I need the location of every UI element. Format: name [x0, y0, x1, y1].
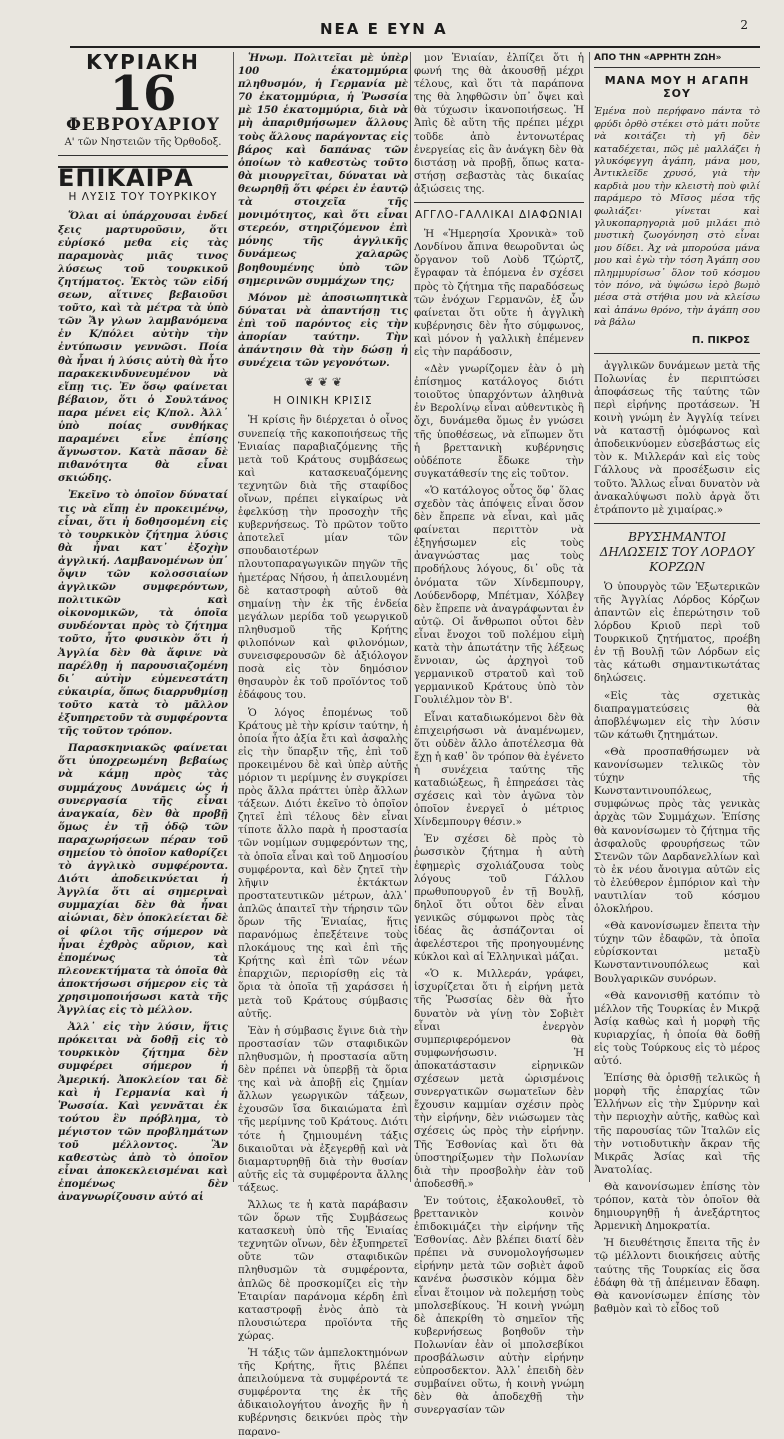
paragraph: «Θὰ προσπαθήσωμεν νὰ κανονίσωμεν τελικῶς τὸν τύχην τῆς Κωνσταντινουπόλεως, συμφώνως πρὸς τὰς γενικὰς ἀρχὰς τῶν Συμμάχων. Ἐπίσης θὰ κανονίσωμεν τὸ ζήτημα τῆς ἀσφαλοῦς φρουρήσεως τῶν Στενῶν τῶν Δαρδανελλίων καὶ τὸ ἐκ νέου ἄνοιγμα αὐτῶν εἰς τὸ ἐλεύθερον ἐμπόριον καὶ τὴν ναυτιλίαν τοῦ κόσμου ὁλοκλήρου. — [594, 746, 760, 916]
paragraph: Ἡ κρίσις ἣν διέρχεται ὁ οἶνος συνεπείᾳ τῆς κακοποιήσεως τῆς Ἑνιαίας παραβιαζόμενης τῆς μετὰ τοῦ Κράτους συμβάσεως καὶ κατασκευαζόμενης τεχνητῶν διὰ τῆς σταφίδος οἴνων, πρέπει εἰγκαίρως νὰ ἐφελκύσῃ τὴν προσοχὴν τῆς κυβερνήσεως. Τὸ πρῶτον τοῦτο ἀποτελεῖ μίαν τῶν σπουδαιοτέρων πλουτοπαραγωγικῶν πηγῶν τῆς ἡμετέρας Νήσου, ἡ ἀπειλουμένη δὲ καταστροφὴ αὐτοῦ θὰ σημαίνῃ τὴν ἐκ τῆς ἐνδεία μεγάλων μερίδα τοῦ γεωργικοῦ πληθυσμοῦ τῆς Κρήτης φιλοπόνων καὶ φιλονόμων, συνεισφερουσῶν δὲ ἀξιόλογον ποσὰ εἰς τὸν δημόσιον θησαυρὸν ἐκ τοῦ προϊόντος τοῦ ἐδάφους του. — [238, 415, 408, 702]
paragraph: «Δὲν γνωρίζομεν ἐὰν ὁ μὴ ἐπίσημος κατάλογος διότι τοιοῦτος ὑπαρχόντων ἀληθινὰ ἐν Βερολίνῳ εἶναι αὐθεντικὸς ἢ ὄχι, δυνάμεθα ὅμως ἐν γνώσει τῆς ὑποθέσεως, νὰ εἴπωμεν ὅτι ἡ βρεττανικὴ κυβέρνησις οὐδέποτε ἔδωκε τὴν συγκατάθεσίν της εἰς τοῦτον. — [414, 364, 584, 480]
paragraph: Ἐμένα ποὺ περήφανο πάντα τὸ φρύδι ὀρθὸ στέκει στὸ μάτι ποὔτε νὰ κοιτάζει τὴ γῆ δὲν καταδέχεται, πῶς μὲ μαλλάζει ἡ γλυκόφεγγη ἀγάπη, μάνα μου, Ἀντικλεῖδε χρυσό, γιὰ τὴν καρδιὰ μου τὴν κλειστὴ ποὺ φιλί παράμερο τὸ Μῖσος μέσα τῆς φωλιάζει· γίνεται καὶ γλυκοπαρηγοριὰ μοῦ μιλάει πιὸ μυστικὴ ζωογόνηση στὸ εἶναι μου δίδει. Ἀχ νὰ μπορούσα μάνα μου καὶ ἐγὼ τὴν τόση Ἀγάπη σου πλημμυρίσωσ᾽ ὅλον τοῦ κόσμου τὸν πόνο, νὰ ὑψώσω ἱερὸ βωμὸ μέσα στὰ στήθια μου νὰ κλείσω καὶ ἀπάνω θρόνο, τὴν ἀγάπη σου νὰ βάλω — [594, 106, 760, 329]
paragraph: Εἶναι καταδιωκόμενοι δὲν θὰ ἐπιχειρήσωσι νὰ ἀναμένωμεν, ὅτι οὐδὲν ἄλλο ἀποτέλεσμα θὰ ἔχῃ ἡ καθ᾽ ὃν τρόπον θὰ ἐγένετο ἡ συνέχεια ταύτης τῆς καταδιώξεως, ἢ ἐπηρεάσει τὰς σχέσεις καὶ τὸν ἀγῶνα τὸν ὁποῖον ἐνεργεῖ ὁ μέτριος Χίνδεμπουργ θέσιν.» — [414, 712, 584, 829]
column-1 — [58, 50, 228, 1204]
paragraph: Ἡνωμ. Πολιτεῖαι μὲ ὑπὲρ 100 ἑκατομμύρια πληθυσμόν, ἡ Γερμανία μὲ 70 ἑκατομμύρια, ἡ Ῥωσσία μὲ 150 ἑκατομμύρια, διὰ νὰ μὴ ἀπαριθμήσωμεν ἄλλους τοὺς ἄλλους παράγοντας εἰς βάρος καὶ δαπάνας τῶν ὁποίων τὸ καθεστὼς τοῦτο θὰ μιουργεῖται, δύναται νὰ θεωρηθῇ ὅτι φέρει ἐν ἑαυτῷ τὰ στοιχεῖα τῆς μονιμότητος, καὶ ὅτι εἶναι στερεόν, στηριζόμενον ἐπὶ μόνης τῆς ἀγγλικῆς δυνάμεως χαλαρῶς βοηθουμένης ὑπὸ τῶν σημερινῶν συμμάχων της; — [238, 52, 408, 287]
column-rule — [233, 52, 234, 1182]
poem-signature: Π. ΠΙΚΡΟΣ — [691, 334, 750, 346]
article-headline: ΑΓΓΛΟ-ΓΑΛΛΙΚΑΙ ΔΙΑΦΩΝΙΑΙ — [414, 209, 584, 222]
paragraph: «Ὁ κ. Μιλλεράν, γράφει, ἰσχυρίζεται ὅτι ἡ εἰρήνη μετὰ τῆς Ῥωσσίας δὲν θὰ ἦτο δυνατὸν νὰ γίνῃ τὸν Σοβιὲτ εἶναι ἐνεργὸν συμπεριφερόμενον θὰ συμφωνήσωσιν. Ἡ ἀποκατάστασιν εἰρηνικῶν σχέσεων μετὰ ὡρισμένοις συνεργατικῶν σωματεῖων δὲν ἔχουσιν καμμίαν σχέσιν πρὸς τὴν εἰρήνην, δὲν νιώσωμεν τὰς σχέσεις ὡς πρὸς τὴν εἰρήνην. Τῆς Ἑσθονίας καὶ ὅτι θὰ ὑποστηρίξωμεν τὴν Πολωνίαν διὰ τὴν προσβολὴν ἐὰν τοῦ ἀποδεσθῆ.» — [414, 969, 584, 1190]
article-headline: Η ΟΙΝΙΚΗ ΚΡΙΣΙΣ — [273, 395, 373, 408]
paragraph: μον Ἑνιαίαν, ἐλπίζει ὅτι ἡ φωνή της θὰ ἀκουσθῇ μέχρι τέλους, καὶ ὅτι τὰ παράπονα της θὰ ληφθῶσιν ὑπ᾽ ὄψει καὶ θὰ τύχωσιν ἱκανοποιήσεως. Ἡ Ἀπὶς δὲ αὕτη τῆς πρέπει μέχρι τοῦδε ἀπὸ ἐντονωτέρας ἐνεργείας εἰς ἂν ἀνάγκη δὲν θὰ διστάσῃ νὰ προβῇ, ὅπως κατα- στήσῃ σεβαστὰς τὰς δικαίας ἀξιώσεις της. — [414, 53, 584, 195]
ornament-divider: ❦ ❦ ❦ — [304, 375, 342, 390]
column-2 — [238, 52, 408, 1438]
article-body — [594, 581, 760, 1316]
article-body — [414, 228, 584, 1417]
date-day: ΚΥΡΙΑΚΗ — [86, 50, 200, 74]
column-4 — [594, 52, 760, 1315]
column-rule — [589, 52, 590, 1182]
paragraph: Ἐν σχέσει δὲ πρὸς τὸ ῥωσσικὸν ζήτημα ἡ αὐτὴ ἐφημερὶς σχολιάζουσα τοὺς λόγους τοῦ Γάλλου πρωθυπουργοῦ ἐν τῇ Βουλῇ, δηλοῖ ὅτι οὗτοι δὲν εἶναι γενικῶς σύμφωνοι πρὸς τὰς ἰδέας ἃς ἀσπάζονται οἱ ἀφελέστεροι τῆς προηγουμένης κύκλοι καὶ αἱ Ἑλληνικαὶ μάζαι. — [414, 834, 584, 964]
poem-title: ΜΑΝΑ ΜΟΥ Η ΑΓΑΠΗ ΣΟΥ — [604, 74, 750, 101]
poem-source-label: ΑΠΟ ΤΗΝ «ΑΡΡΗΤΗ ΖΩΗ» — [594, 52, 760, 68]
article-continuation — [594, 360, 760, 517]
paragraph: Ὅλαι αἱ ὑπάρχουσαι ἐνδεί ξεις μαρτυροῦσιν, ὅτι εὐρίσκό μεθα εἰς τὰς παραμονὰς μιᾶς τινος λύσεως τοῦ τουρκικοῦ ζητήματος. Ἐκτὸς τῶν εἰδή σεων, αἵτινες βεβαιοῦσι τοῦτο, καὶ τὰ μέτρα τὰ ὑπὸ τῶν Ἄγ γλων λαμβανόμενα ἐν Κ/πόλει αὐτὴν τὴν ἐντύπωσιν γεννῶσι. Ποία θὰ ἦναι ἡ λύσις αὐτὴ θὰ ἦτο παρακεκινδυνευμένον νὰ εἴπῃ τις. Ἐν ὅσῳ φαίνεται βέβαιον, ὅτι ὁ Σουλτάνος παρα μένει εἰς Κ/πολ. Ἀλλ᾽ ὑπὸ ποίας συνθήκας παραμένει εἶνε ἐπίσης ἄγνωστον. Κατὰ πᾶσαν δὲ πιθανότητα θὰ εἶναι σκιώδης. — [58, 210, 228, 485]
divider — [594, 353, 760, 354]
paragraph: Ἐπίσης θὰ ὁρισθῇ τελικῶς ἡ μορφὴ τῆς ἐπαρχίας τῶν Ἑλλήνων εἰς τὴν Σμύρνην καὶ τὴν περιοχὴν αὐτῆς, καθὼς καὶ τῆς παρουσίας τῶν Ἰταλῶν εἰς τὴν νοτιοδυτικὴν ἄκραν τῆς Μικρᾶς Ἀσίας καὶ τῆς Ἀνατολίας. — [594, 1073, 760, 1176]
paragraph: ἀγγλικῶν δυνάμεων μετὰ τῆς Πολωνίας ἐν περιπτώσει ἀποφάσεως τῆς ταύτης τῶν περὶ εἰρήνης προτάσεων. Ἡ κοινὴ γνώμη ἐν Ἀγγλίᾳ τείνει νὰ καταστῇ ὁμόφωνος καὶ ἀποδεικνύομεν εὐσεβάστως εἰς τὸν κ. Μιλλεράν καὶ εἰς τοὺς Γάλλους νὰ προσέξωσιν εἰς τοῦτο. Ἄλλως εἶναι δυνατὸν νὰ ἀνακαλύψωσι πολὺ ἀργὰ ὅτι ἐτράποντο μὲ χιμαίρας.» — [594, 360, 760, 516]
paragraph: Ἡ τάξις τῶν ἀμπελοκτημόνων τῆς Κρήτης, ἥτις βλέπει ἀπειλούμενα τὰ συμφέροντά τε συμφέροντα της ἐκ τῆς ἀδικαιολογήτου ἀνοχῆς ἣν ἡ κυβέρνησις δεικνύει πρὸς τὴν παρανο- — [238, 1348, 408, 1438]
paragraph: Ἐν τούτοις, ἐξακολουθεῖ, τὸ βρεττανικὸν κοινὸν ἐπιδοκιμάζει τὴν εἰρήνην τῆς Ἑσθονίας. Δὲν βλέπει διατί δὲν πρέπει νὰ συνομολογήσωμεν εἰρήνην μετὰ τῶν σοβιὲτ ἀφοῦ κανένα ῥωσσικὸν κόμμα δὲν εἶναι ἕτοιμον νὰ πολεμήσῃ τοὺς μπολσεβίκους. Ἡ κοινὴ γνώμη δὲ ἀπεκρίθη τὸ σημεῖον τῆς κυβερνήσεως βοηθοῦν τὴν Πολωνίαν ἐὰν οἱ μπολσεβίκοι προσβάλωσιν αὐτὴν εἰρήνην εὐπροσδεκτον. Ἀλλ᾽ ἐπειδὴ δὲν συμβαίνει οὕτω, ἡ κοινὴ γνώμη δὲν θὰ ἀποδεχθῇ τὴν συνεργασίαν τῶν — [414, 1195, 584, 1417]
column-rule — [410, 52, 411, 1182]
divider — [414, 202, 584, 203]
paragraph: «Θὰ κανονισθῇ κατόπιν τὸ μέλλον τῆς Τουρκίας ἐν Μικρᾷ Ἀσίᾳ καθὼς καὶ ἡ μορφὴ τῆς κυριαρχίας, ἡ ὁποία θὰ δοθῇ εἰς τοὺς Τούρκους εἰς τὸ μέρος αὐτό. — [594, 990, 760, 1068]
article-body — [58, 210, 228, 1204]
date-month: ΦΕΒΡΟΥΑΡΙΟΥ — [66, 115, 220, 136]
paragraph: «Ὁ κατάλογος οὗτος ὅφ᾽ ὅλας σχεδὸν τὰς ἀπόψεις εἶναι ὅσον δὲν ἔπρεπε νὰ εἶναι, καὶ μᾶς φαίνεται περιττὸν νὰ ἐξηγήσωμεν εἰς τοὺς ἀναγνώστας μας τοὺς προδήλους λόγους, δι᾽ οὓς τὰ ὀνόματα τῶν Χίνδεμπουργ, Λούδενδορφ, Μπέτμαν, Χόλβεγ δὲν ἔπρεπε νὰ ἀναγράφωνται ἐν αὐτῷ. Οἱ ἄνθρωποι οὗτοι δὲν εἶναι ἔνοχοι τοῦ πολέμου εἰμὴ κατὰ τὴν ἀπωτάτην τῆς λέξεως ἔννοιαν, ὡς ἀρχηγοὶ τοῦ γερμανικοῦ στρατοῦ καὶ τοῦ γερμανικοῦ Κράτους ὑπὸ τὸν Γουλιέλμον τὸν Β'. — [414, 485, 584, 707]
article-continuation — [238, 52, 408, 370]
column-3 — [414, 52, 584, 1417]
date-subtitle: Α' τῶν Νηστειῶν τῆς Ὀρθοδοξ. — [64, 137, 222, 149]
paragraph: Θὰ κανονίσωμεν ἐπίσης τὸν τρόπον, κατὰ τὸν ὁποῖον θὰ δημιουργηθῇ ἡ ἀνεξάρτητος Ἀρμενικὴ Δημοκρατία. — [594, 1181, 760, 1233]
divider — [594, 523, 760, 524]
paragraph: Παρασκηνιακῶς φαίνεται ὅτι ὑποχρεωμένη βεβαίως νὰ κάμῃ πρὸς τὰς συμμάχους Δυνάμεις ὡς ἡ συνεργασία τῆς εἶναι ἀναγκαία, δὲν θὰ προβῇ ὅμως ἐν τῇ ὁδῷ τῶν παραχωρήσεων πέραν τοῦ σημείου τὸ ὁποῖον καθορίζει τὸ ἀγγλικὸ συμφέροντα. Διότι ἀποδεικνύεται ἡ Ἀγγλία ὅτι αἱ σημεριναὶ συμμαχίαι δὲν θὰ ἦναι αἰώνιαι, δὲν ὁποκλείεται δὲ οἱ φίλοι τῆς σήμερον νὰ ἦναι ἐχθρὸς αὔριον, καὶ ἐπομένως τὰ πλεονεκτήματα τὰ ὁποῖα θὰ ἀποκτήσωσι σήμερον εἰς τὰ χρησιμοποιήσωσι κατὰ τῆς Ἀγγλίας εἰς τὸ μέλλον. — [58, 742, 228, 1017]
article-headline: Η ΛΥΣΙΣ ΤΟΥ ΤΟΥΡΚΙΚΟΥ — [68, 191, 218, 204]
paragraph: Ἡ «Ἡμερησία Χρονικὰ» τοῦ Λονδίνου ἄπινα θεωροῦνται ὡς ὄργανον τοῦ Λοὺδ Τζώρτζ, ἔγραφαν τὰ ἑπόμενα ἐν σχέσει πρὸς τὸ ζήτημα τῆς παραδόσεως τῶν ἐνόχων Γερμανῶν, ἐξ ὧν φαίνεται ὅτι οὔτε ἡ ἀγγλικὴ κυβέρνησις δὲν ἦτο σύμφωνος, καὶ μόνον ἡ γαλλικὴ ἐπέμενεν εἰς τὴν παράδοσιν, — [414, 229, 584, 358]
paragraph: Ἐὰν ἡ σύμβασις ἔγινε διὰ τὴν προστασίαν τῶν σταφιδικῶν πληθυσμῶν, ἡ προστασία αὕτη δὲν πρέπει νὰ ὑπερβῇ τὰ ὅρια της καὶ νὰ ἀποβῇ εἰς ζημίαν ἄλλων γεωργικῶν τάξεων, ἐχουσῶν ἴσα δικαιώματα ἐπὶ τῆς μερίμνης τοῦ Κράτους. Διότι τότε ἡ ζημιουμένη τάξις δικαιοῦται νὰ ἐξεγερθῇ καὶ νὰ διαμαρτυρηθῇ διὰ τὴν θυσίαν αὐτῆς εἰς τὰ συμφέροντα ἄλλης τάξεως. — [238, 1025, 408, 1194]
section-title: ΕΠΙΚΑΙΡΑ — [58, 166, 228, 185]
article-headline: ΒΡΥΣΗΜΑΝΤΟΙ ΔΗΛΩΣΕΙΣ ΤΟΥ ΛΟΡΔΟΥ ΚΟΡΖΩΝ — [599, 529, 755, 574]
paragraph: Ὁ ὑπουργὸς τῶν Ἐξωτερικῶν τῆς Ἀγγλίας Λόρδος Κόρζων ἀπαντῶν εἰς ἐπερώτησιν τοῦ λόρδου Κριοῦ περὶ τοῦ Τουρκικοῦ ζητήματος, προέβη ἐν τῇ Βουλῇ τῶν Λόρδων εἰς τὰς κάτωθι σημαντικωτάτας δηλώσεις. — [594, 581, 760, 685]
poem-body — [594, 106, 760, 329]
paragraph: Ἄλλως τε ἡ κατὰ παράβασιν τῶν ὅρων τῆς Συμβάσεως κατασκευὴ ὑπὸ τῆς Ἑνιαίας τεχνητῶν οἴνων, δὲν ἐξυπηρετεῖ οὔτε τῶν σταφιδικῶν πληθυσμῶν τὰ συμφέροντα, ἀπλῶς δὲ προσκομίζει εἰς τὴν Ἑταιρίαν παράνομα κέρδη ἐπὶ καταστροφῇ ἑνὸς ἀπὸ τὰ πλουσιώτερα προϊόντα τῆς χώρας. — [238, 1199, 408, 1342]
date-number: 16 — [109, 66, 177, 123]
masthead-title: ΝΕΑ Ε ΕΥΝ Α — [320, 20, 448, 38]
paragraph: «Εἰς τὰς σχετικὰς διαπραγματεύσεις θὰ ἀποβλέψωμεν εἰς τὴν λύσιν τῶν κάτωθι ζητημάτων. — [594, 690, 760, 741]
paragraph: Μόνον μὲ ἀποσιωπητικὰ δύναται νὰ ἀπαντήσῃ τις ἐπὶ τοῦ παρόντος εἰς τὴν ἀπορίαν ταύτην. Τὴν ἀπάντησιν θὰ τὴν δώσῃ ἡ συνέχεια τῶν γεγονότων. — [238, 291, 408, 370]
date-block — [58, 50, 228, 156]
page-number: 2 — [740, 18, 748, 32]
article-continuation — [414, 52, 584, 196]
paragraph: Ἀλλ᾽ εἰς τὴν λύσιν, ἥτις πρόκειται νὰ δοθῇ εἰς τὸ τουρκικὸν ζήτημα δὲν συμφέρει σήμερον ἡ Ἀμερική. Ἀποκλείον ται δὲ καὶ ἡ Γερμανία καὶ ἡ Ῥωσσία. Καὶ γεννᾶται ἐκ τούτου ἓν πρόβλημα, τὸ μέγιστον τῶν προβλημάτων τοῦ μέλλοντος. Ἂν καθεστὼς ἀπὸ τὸ ὁποῖον εἶναι ἀποκεκλεισμέναι καὶ ἐπομένως δὲν ἀναγνωρίζουσιν αὐτό αἱ — [58, 1021, 228, 1204]
paragraph: Ὁ λόγος ἐπομένως τοῦ Κράτους μὲ τὴν κρίσιν ταύτην, ἡ ὁποία ἦτο ἀξία ἔτι καὶ ἀσφαλὴς εἰς τὴν ὕπαρξιν τῆς, ἐπὶ τοῦ προκειμένου δὲ καὶ ὑπὲρ αὐτῆς μόριον τι μερίμνης ἐν συγκρίσει πρὸς ἄλλα πράττει ὑπὲρ ἄλλων τάξεων. Διότι ἐκεῖνο τὸ ὁποῖον ζητεῖ ἐπὶ τέλους δὲν εἶναι τίποτε ἄλλο παρὰ ἡ προστασία τῶν νομίμων συμφερόντων της, τὰ ὁποῖα εἶναι καὶ τοῦ Δημοσίου συμφέροντα, καὶ δὲν ζητεῖ τὴν λῆψιν ἐκτάκτων προστατευτικῶν μέτρων, ἀλλ᾽ ἁπλῶς ἀπαιτεῖ τὴν τήρησιν τῶν ὅρων τῆς Ἑνιαίας, ἥτις παρανόμως ἐπεξέτεινε τοὺς πλοκάμους της καὶ ἐπὶ τῆς Κρήτης καὶ ἐπὶ τῶν νέων ἐπαρχιῶν, περιορίσθῃ εἰς τὰ ὅρια τὰ ὁποῖα τῇ χαράσσει ἡ μετὰ τοῦ Κράτους σύμβασις αὐτῆς. — [238, 707, 408, 1020]
paragraph: Ἡ διευθέτησις ἔπειτα τῆς ἐν τῷ μέλλοντι διοικήσεις αὐτῆς ταύτης τῆς Τουρκίας εἰς ὅσα ἐδάφη θὰ τῇ ἀπέμειναν ἔδαφη. Θὰ κανονίσωμεν ἐπίσης τὸν βαθμὸν καὶ τὸ εἶδος τοῦ — [594, 1238, 760, 1315]
paragraph: Ἐκεῖνο τὸ ὁποῖον δύναταί τις νὰ εἴπῃ ἐν προκειμένῳ, εἶναι, ὅτι ἡ δοθησομένη εἰς τὸ τουρκικὸν ζήτημα λύσις θὰ ἦναι κατ᾽ ἐξοχὴν ἀγγλική. Λαμβανομένων ὑπ᾽ ὄψιν τῶν κολοσσιαίων ἀγγλικῶν συμφερόντων, πολιτικῶν καὶ οἰκονομικῶν, τὰ ὁποῖα συνδέονται πρὸς τὸ ζήτημα τοῦτο, ἦτο φυσικὸν ὅτι ἡ Ἀγγλία δὲν θὰ ἄφινε νὰ παρέλθῃ ἡ παρουσιαζομένη δι᾽ αὐτὴν εὐμενεστάτη εὐκαιρία, ὅπως διαρρυθμίσῃ τοῦτο κατὰ τὸ μᾶλλον ἐξυπηρετοῦν τὰ συμφέροντα τῆς τοῦτον τρόπον. — [58, 489, 228, 738]
paragraph: «Θὰ κανονίσωμεν ἔπειτα τὴν τύχην τῶν ἐδαφῶν, τὰ ὁποῖα εὑρίσκονται μεταξὺ Κωνσταντινουπόλεως καὶ Βουλγαρικῶν συνόρων. — [594, 921, 760, 985]
article-body — [238, 414, 408, 1438]
masthead — [70, 18, 760, 48]
